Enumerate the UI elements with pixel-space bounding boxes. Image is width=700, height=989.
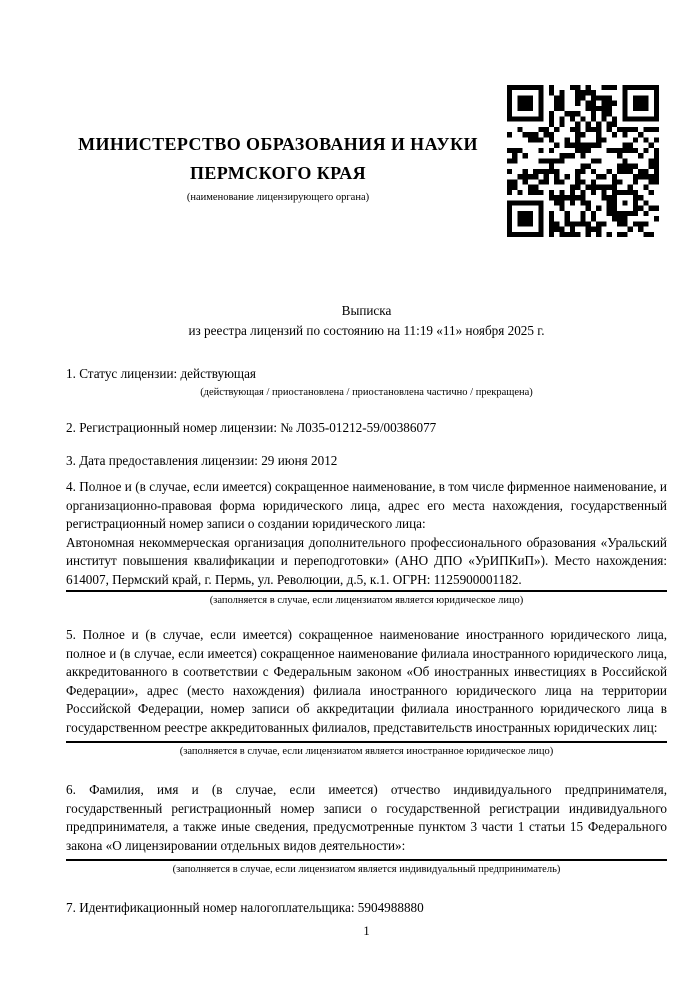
license-status-text: 1. Статус лицензии: действующая bbox=[66, 366, 257, 381]
registration-number-text: 2. Регистрационный номер лицензии: № Л035-01212-59/00386077 bbox=[66, 420, 437, 435]
ministry-name-line1: МИНИСТЕРСТВО ОБРАЗОВАНИЯ И НАУКИ bbox=[78, 134, 478, 154]
document-title-line2: из реестра лицензий по состоянию на 11:19 «11» ноября 2025 г. bbox=[188, 323, 545, 338]
legal-entity-caption: (заполняется в случае, если лицензиатом является юридическое лицо) bbox=[209, 595, 524, 606]
document-header bbox=[62, 130, 494, 204]
entrepreneur-caption: (заполняется в случае, если лицензиатом является индивидуальный предприниматель) bbox=[172, 864, 561, 875]
page-number: 1 bbox=[363, 924, 370, 938]
field-taxpayer-id bbox=[66, 898, 667, 918]
field-registration-number bbox=[66, 418, 667, 438]
taxpayer-id-text: 7. Идентификационный номер налогоплательщика: 5904988880 bbox=[66, 900, 424, 915]
fill-line bbox=[66, 590, 667, 592]
document-title-line1: Выписка bbox=[341, 303, 392, 318]
field-entrepreneur bbox=[66, 781, 667, 876]
field-legal-entity bbox=[66, 478, 667, 607]
qr-code-icon bbox=[507, 85, 659, 237]
foreign-entity-caption: (заполняется в случае, если лицензиатом является иностранное юридическое лицо) bbox=[179, 746, 554, 757]
fill-line bbox=[66, 859, 667, 861]
license-date-text: 3. Дата предоставления лицензии: 29 июня 2012 bbox=[66, 453, 338, 468]
foreign-entity-question: 5. Полное и (в случае, если имеется) сокращенное наименование иностранного юридического лица, полное и (в случае, если имеется) сокращенное наименование филиала иностранного юридического лица, аккредитованного в соответствии с Федеральным законом «Об иностранных инвестициях в Российской Федерации», адрес (место нахождения) филиала иностранного юридического лица на территории Российской Федерации, номер записи об аккредитации филиала иностранного юридического лица в государственном реестре аккредитованных филиалов, представительств иностранных юридических лиц: bbox=[66, 627, 667, 735]
ministry-caption: (наименование лицензирующего органа) bbox=[186, 192, 370, 203]
license-status-options-caption: (действующая / приостановлена / приостановлена частично / прекращена) bbox=[200, 387, 533, 398]
legal-entity-question: 4. Полное и (в случае, если имеется) сокращенное наименование, в том числе фирменное наименование, и организационно-правовая форма юридического лица, адрес его места нахождения, государственный регистрационный номер записи о создании юридического лица: bbox=[66, 479, 667, 531]
entrepreneur-question: 6. Фамилия, имя и (в случае, если имеется) отчество индивидуального предпринимателя, государственный регистрационный номер записи о государственной регистрации индивидуального предпринимателя, а также иные сведения, предусмотренные пунктом 3 части 1 статьи 15 Федерального закона «О лицензировании отдельных видов деятельности»: bbox=[66, 782, 667, 853]
fill-line bbox=[66, 741, 667, 743]
legal-entity-answer: Автономная некоммерческая организация дополнительного профессионального образования «Уральский институт повышения квалификации и переподготовки» (АНО ДПО «УрИПКиП»). Место нахождения: 614007, Пермский край, г. Пермь, ул. Революции, д.5, к.1. ОГРН: 1125900001182. bbox=[66, 534, 667, 587]
field-foreign-entity bbox=[66, 626, 667, 758]
field-license-date bbox=[66, 451, 667, 471]
document-title bbox=[66, 301, 667, 341]
ministry-name-line2: ПЕРМСКОГО КРАЯ bbox=[189, 163, 367, 183]
field-license-status bbox=[66, 364, 667, 399]
